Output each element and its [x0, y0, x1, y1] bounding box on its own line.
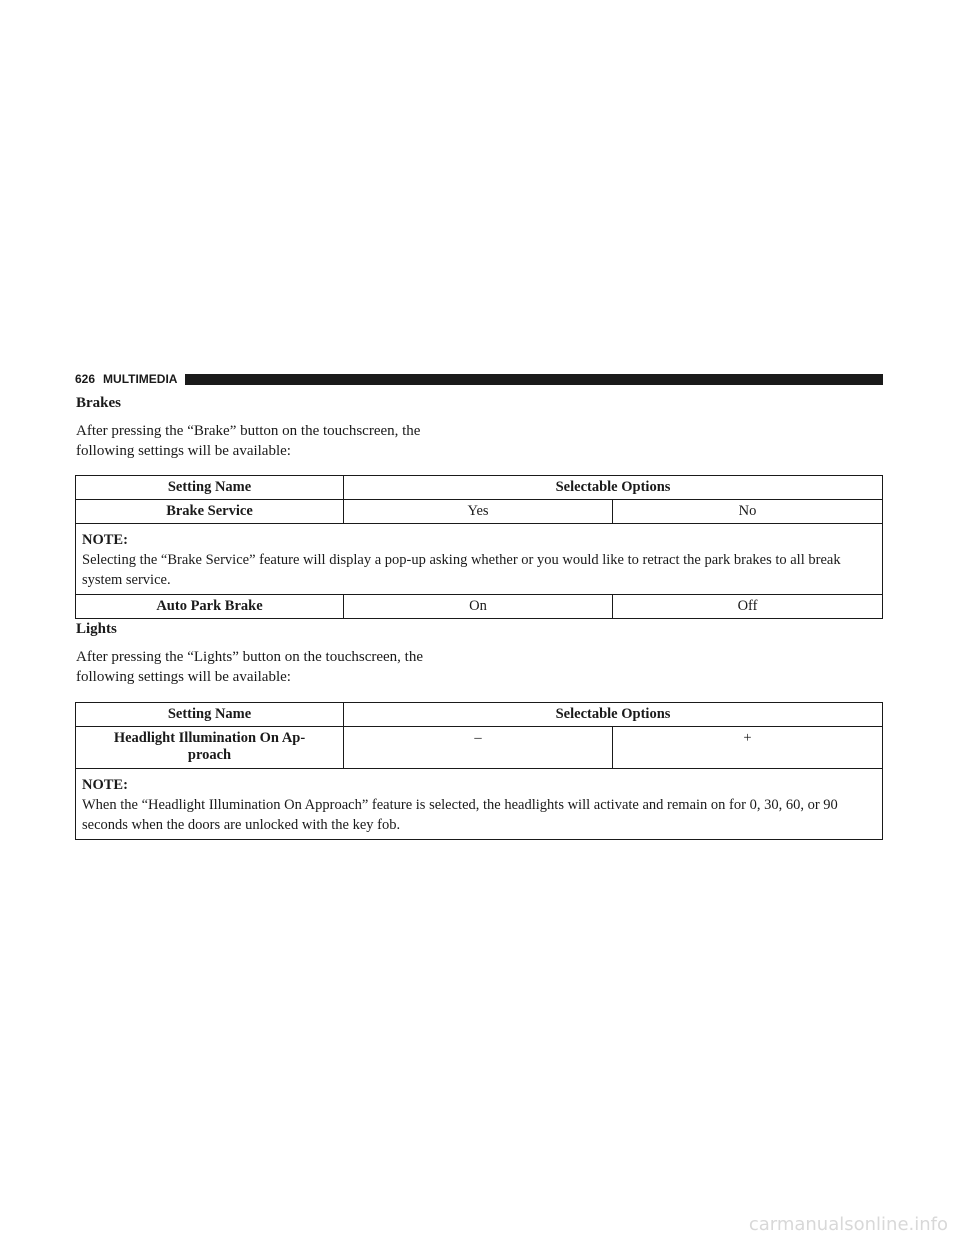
note-text: When the “Headlight Illumination On Approach” feature is selected, the headlights will activate and remain on for 0, 30, 60, or 90 seconds when the doors are unlocked with the key fob. [82, 797, 838, 833]
setting-name-auto-park-brake: Auto Park Brake [76, 595, 344, 619]
lights-intro-line-2: following settings will be available: [76, 669, 291, 685]
note-label: NOTE: [82, 532, 128, 548]
brakes-note [76, 524, 883, 595]
option-off: Off [613, 595, 883, 619]
brakes-intro [76, 421, 496, 461]
watermark: carmanualsonline.info [748, 1214, 948, 1235]
section-title: MULTIMEDIA [103, 372, 178, 386]
table-header-row [76, 476, 883, 500]
lights-heading: Lights [76, 621, 117, 637]
table-note-row [76, 524, 883, 595]
option-on: On [344, 595, 613, 619]
table-row [76, 595, 883, 619]
column-header-selectable-options: Selectable Options [344, 476, 883, 500]
table-row [76, 727, 883, 769]
table-row [76, 500, 883, 524]
setting-name-brake-service: Brake Service [76, 500, 344, 524]
lights-note [76, 769, 883, 840]
table-note-row [76, 769, 883, 840]
note-text: Selecting the “Brake Service” feature will display a pop-up asking whether or you would like to retract the park brakes to all break system service. [82, 552, 841, 588]
lights-settings-table [75, 702, 883, 840]
option-no: No [613, 500, 883, 524]
table-header-row [76, 703, 883, 727]
column-header-setting-name: Setting Name [76, 476, 344, 500]
brakes-settings-table [75, 475, 883, 619]
page-number: 626 [75, 372, 96, 386]
page-header [75, 372, 883, 386]
option-minus: – [344, 727, 613, 769]
note-label: NOTE: [82, 777, 128, 793]
option-plus: + [613, 727, 883, 769]
setting-name-headlight-illumination: Headlight Illumination On Ap-proach [76, 727, 344, 769]
brakes-intro-line-1: After pressing the “Brake” button on the touchscreen, the [76, 423, 421, 439]
lights-intro-line-1: After pressing the “Lights” button on the touchscreen, the [76, 649, 423, 665]
column-header-setting-name: Setting Name [76, 703, 344, 727]
column-header-selectable-options: Selectable Options [344, 703, 883, 727]
lights-intro [76, 647, 496, 687]
header-rule [185, 374, 883, 385]
brakes-heading: Brakes [76, 395, 121, 411]
brakes-intro-line-2: following settings will be available: [76, 443, 291, 459]
option-yes: Yes [344, 500, 613, 524]
